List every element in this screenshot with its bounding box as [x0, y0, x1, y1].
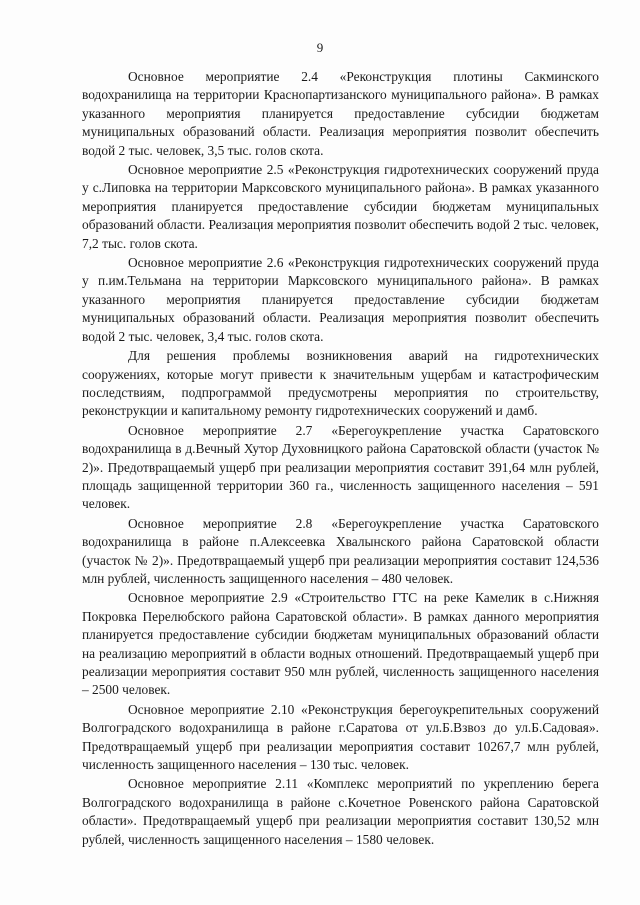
paragraph-measure-2-8: Основное мероприятие 2.8 «Берегоукрепление участка Саратовского водохранилища в районе п.Алексеевка Хвалынского района Саратовской области (участок № 2)». Предотвращаемый ущерб при реализации мероприятия составит 124,536 млн рублей, численность защищенного населения – 480 человек. [82, 515, 599, 586]
paragraph-measure-2-7: Основное мероприятие 2.7 «Берегоукрепление участка Саратовского водохранилища в д.Вечный Хутор Духовницкого района Саратовской области (участок № 2)». Предотвращаемый ущерб при реализации мероприятия составит 391,64 млн рублей, площадь защищенной территории 360 га., численность защищенного населения – 591 человек. [82, 422, 599, 512]
paragraph-measure-2-6: Основное мероприятие 2.6 «Реконструкция гидротехнических сооружений пруда у п.им.Тельмана на территории Марксовского муниципального района». В рамках указанного мероприятия планируется предоставление субсидии бюджетам муниципальных образований области. Реализация мероприятия позволит обеспечить водой 2 тыс. человек, 3,4 тыс. голов скота. [82, 255, 599, 344]
paragraph-measure-2-11: Основное мероприятие 2.11 «Комплекс мероприятий по укреплению берега Волгоградского водохранилища в районе с.Кочетное Ровенского района Саратовской области». Предотвращаемый ущерб при реализации мероприятия составит 130,52 млн рублей, численность защищенного населения – 1580 человек. [82, 776, 599, 847]
paragraph-measure-2-9: Основное мероприятие 2.9 «Строительство ГТС на реке Камелик в с.Нижняя Покровка Перелюбского района Саратовской области». В рамках данного мероприятия планируется предоставление субсидии бюджетам муниципальных образований области на реализацию мероприятий в области водных отношений. Предотвращаемый ущерб при реализации мероприятия составит 950 млн рублей, численность защищенного населения – 2500 человек. [82, 590, 599, 698]
page-number: 9 [316, 40, 324, 55]
paragraph-measure-2-5: Основное мероприятие 2.5 «Реконструкция гидротехнических сооружений пруда у с.Липовка на территории Марксовского муниципального района». В рамках указанного мероприятия планируется предоставление субсидии бюджетам муниципальных образований области. Реализация мероприятия позволит обеспечить водой 2 тыс. человек, 7,2 тыс. голов скота. [82, 162, 599, 251]
paragraph-measure-2-10: Основное мероприятие 2.10 «Реконструкция берегоукрепительных сооружений Волгоградского водохранилища в районе г.Саратова от ул.Б.Взвоз до ул.Б.Садовая». Предотвращаемый ущерб при реализации мероприятия составит 10267,7 млн рублей, численность защищенного населения – 130 тыс. человек. [82, 701, 599, 773]
paragraph-hydraulic-structures-intro: Для решения проблемы возникновения аварий на гидротехнических сооружениях, которые могут привести к значительным ущербам и катастрофическим последствиям, подпрограммой предусмотрены мероприятия по строительству, реконструкции и капитальному ремонту гидротехнических сооружений и дамб. [82, 348, 599, 419]
paragraph-measure-2-4: Основное мероприятие 2.4 «Реконструкция плотины Сакминского водохранилища на территории Краснопартизанского муниципального района». В рамках указанного мероприятия планируется предоставление субсидии бюджетам муниципальных образований области. Реализация мероприятия позволит обеспечить водой 2 тыс. человек, 3,5 тыс. голов скота. [82, 69, 599, 158]
document-body [82, 68, 599, 850]
